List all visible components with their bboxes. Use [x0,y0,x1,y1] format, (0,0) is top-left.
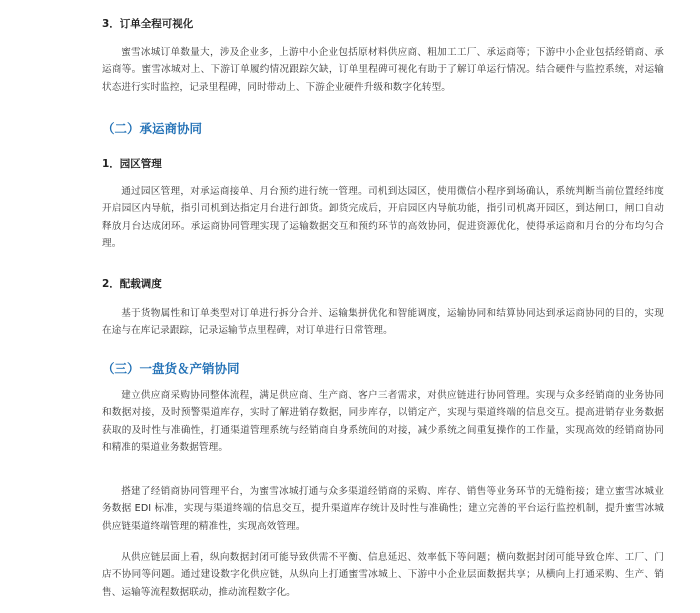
section-heading-carrier: （二）承运商协同 [102,121,203,136]
heading-park-management: 1．园区管理 [102,158,162,170]
paragraph-order-visualization: 蜜雪冰城订单数量大，涉及企业多，上游中小企业包括原材料供应商、粗加工工厂、承运商等；下游中小企业包括经销商、承运商等。蜜雪冰城对上、下游订单履约情况跟踪欠缺，订单里程碑可视化有助于了解订单运行情况。结合硬件与监控系统，对运输状态进行实时监控，记录里程碑，同时带动上、下游企业硬件升级和数字化转型。 [102,47,664,93]
paragraph-supply-chain: 从供应链层面上看，纵向数据封闭可能导致供需不平衡、信息延迟、效率低下等问题；横向数据封闭可能导致仓库、工厂、门店不协同等问题。通过建设数字化供应链，从纵向上打通蜜雪冰城上、下游中小企业层面数据共享；从横向上打通采购、生产、销售、运输等流程数据联动，推动流程数字化。 [102,552,664,598]
paragraph-park-management: 通过园区管理，对承运商接单、月台预约进行统一管理。司机到达园区，使用微信小程序到场确认，系统判断当前位置经纬度开启园区内导航，指引司机到达指定月台进行卸货。卸货完成后，开启园区内导航功能，指引司机离开园区，到达闸口，闸口自动释放月台达成闭环。承运商协同管理实现了运输数据交互和预约环节的高效协同，促进资源优化，使得承运商和月台的分布均匀合理。 [102,186,664,250]
paragraph-dealer-platform: 搭建了经销商协同管理平台，为蜜雪冰城打通与众多渠道经销商的采购、库存、销售等业务环节的无缝衔接；建立蜜雪冰城业务数据 EDI 标准，实现与渠道终端的信息交互，提升渠道库存统计及时性与准确性；建立完善的平台运行监控机制，提升蜜雪冰城供应链渠道终端管理的精准性，实现高效管理。 [102,486,664,532]
heading-loading-dispatch: 2．配载调度 [102,278,162,290]
paragraph-supplier-collaboration: 建立供应商采购协同整体流程，满足供应商、生产商、客户三者需求，对供应链进行协同管理。实现与众多经销商的业务协同和数据对接，及时预警渠道库存，实时了解进销存数据，同步库存，以销定产，实现与渠道终端的信息交互。提高进销存业务数据获取的及时性与准确性，打通渠道管理系统与经销商自身系统间的对接，减少系统之间重复操作的工作量，实现高效的经销商协同和精准的渠道业务数据管理。 [102,390,664,454]
heading-order-visualization: 3．订单全程可视化 [102,18,194,30]
paragraph-loading-dispatch: 基于货物属性和订单类型对订单进行拆分合并、运输集拼优化和智能调度，运输协同和结算协同达到承运商协同的目的，实现在途与在库记录跟踪，记录运输节点里程碑，对订单进行日常管理。 [102,308,664,337]
section-heading-inventory: （三）一盘货＆产销协同 [102,361,240,376]
